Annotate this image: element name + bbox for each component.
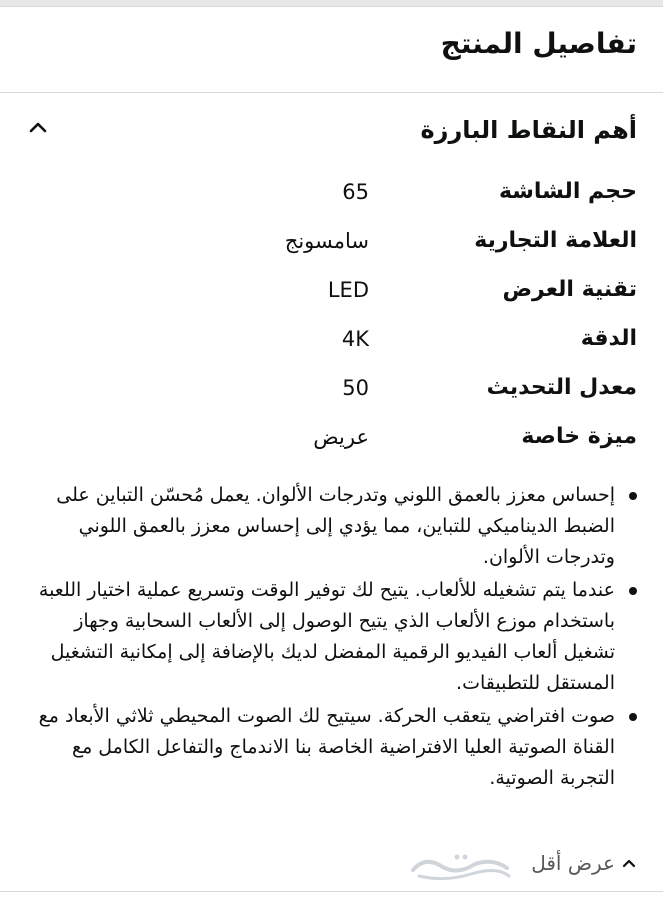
spec-row-screen-size [17,170,637,219]
spec-value: 50 [342,376,369,400]
feature-bullet-text: صوت افتراضي يتعقب الحركة. سيتيح لك الصوت المحيطي ثلاثي الأبعاد مع القناة الصوتية العليا الافتراضية الخاصة بنا الاندماج والتفاعل الكامل مع التجربة الصوتية. [38,705,615,789]
chevron-up-icon [621,855,637,871]
highlights-title: أهم النقاط البارزة [420,116,637,144]
spec-row-refresh-rate [17,366,637,415]
chevron-up-icon[interactable] [26,116,50,140]
spec-label: الدقة [580,326,637,351]
product-details-title: تفاصيل المنتج [440,27,637,60]
spec-row-brand [17,219,637,268]
feature-bullet [27,701,637,794]
feature-bullet-text: إحساس معزز بالعمق اللوني وتدرجات الألوان. يعمل مُحسّن التباين على الضبط الديناميكي للتباين، مما يؤدي إلى إحساس معزز بالعمق اللوني وتدرجات الألوان. [56,484,615,568]
spec-value: 4K [341,327,369,351]
bullet-dot [629,713,637,721]
spec-table [17,170,637,464]
bottom-divider [0,891,663,892]
spec-value: سامسونج [284,229,369,253]
bullet-dot [629,587,637,595]
spec-row-special-feature [17,415,637,464]
watermark-logo [405,848,515,884]
spec-label: تقنية العرض [502,277,637,302]
spec-label: العلامة التجارية [474,228,637,253]
feature-bullet [27,480,637,573]
highlights-header[interactable] [0,108,663,152]
feature-bullet-list [27,480,637,796]
spec-value: عريض [313,425,369,449]
section-divider [0,92,663,93]
bullet-dot [629,492,637,500]
show-less-button[interactable] [531,848,637,878]
feature-bullet-text: عندما يتم تشغيله للألعاب. يتيح لك توفير الوقت وتسريع عملية اختيار اللعبة باستخدام موزع الألعاب الذي يتيح الوصول إلى الألعاب السحابية وجهاز تشغيل ألعاب الفيديو الرقمية المفضل لديك بالإضافة إلى إمكانية التشغيل المستقل للتطبيقات. [38,579,615,694]
spec-label: حجم الشاشة [498,179,637,204]
show-less-label: عرض أقل [531,851,615,875]
top-border [0,0,663,7]
spec-value: LED [327,278,369,302]
feature-bullet [27,575,637,699]
spec-row-resolution [17,317,637,366]
spec-value: 65 [342,180,369,204]
spec-row-display-technology [17,268,637,317]
spec-label: ميزة خاصة [521,424,637,449]
spec-label: معدل التحديث [486,375,637,400]
